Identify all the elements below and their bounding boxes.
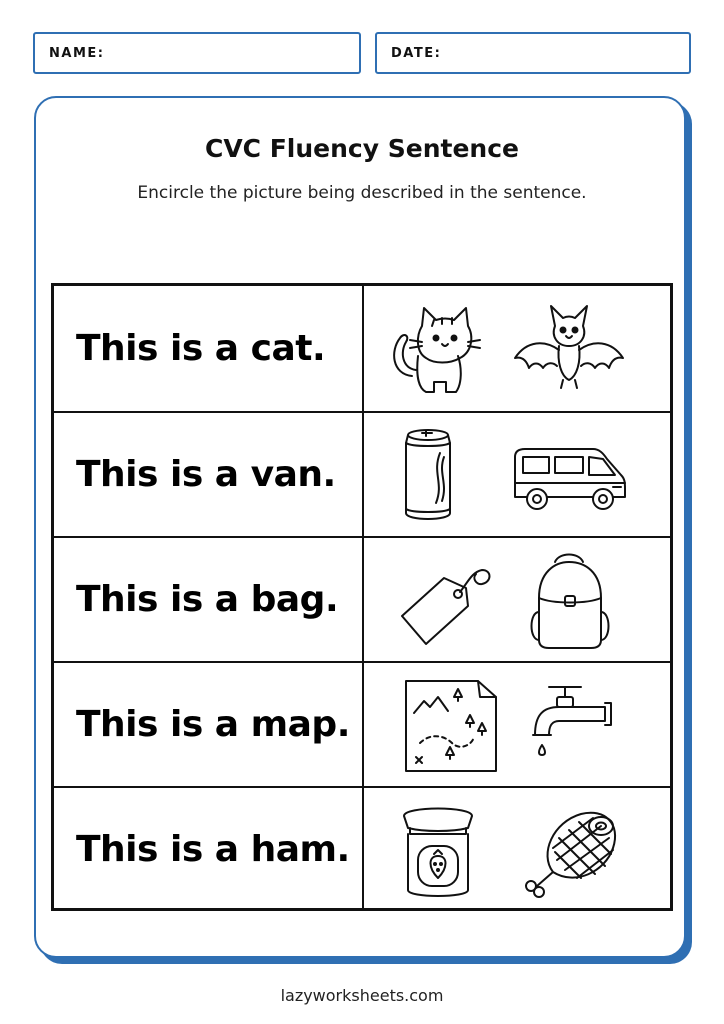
date-field[interactable] xyxy=(375,32,691,74)
sentence-text: This is a map. xyxy=(54,663,364,786)
jam-icon[interactable] xyxy=(382,798,502,902)
table-row xyxy=(54,536,670,661)
bat-icon[interactable] xyxy=(509,296,629,400)
sentence-text: This is a bag. xyxy=(54,538,364,661)
table-row xyxy=(54,286,670,411)
van-icon[interactable] xyxy=(509,423,629,527)
table-row xyxy=(54,661,670,786)
picture-cell xyxy=(364,413,670,536)
tag-icon[interactable] xyxy=(382,548,502,652)
picture-cell xyxy=(364,286,670,411)
sentence-text: This is a van. xyxy=(54,413,364,536)
tap-icon[interactable] xyxy=(509,673,629,777)
picture-cell xyxy=(364,538,670,661)
name-field[interactable] xyxy=(33,32,361,74)
table-row xyxy=(54,411,670,536)
cat-icon[interactable] xyxy=(382,296,502,400)
map-icon[interactable] xyxy=(382,673,502,777)
sentence-text: This is a ham. xyxy=(54,788,364,911)
worksheet-instruction: Encircle the picture being described in the sentence. xyxy=(137,183,587,203)
sentence-text: This is a cat. xyxy=(54,286,364,411)
table-row xyxy=(54,786,670,911)
can-icon[interactable] xyxy=(382,423,502,527)
picture-cell xyxy=(364,788,670,911)
sentence-table xyxy=(51,283,673,911)
backpack-icon[interactable] xyxy=(509,548,629,652)
footer-site: lazyworksheets.com xyxy=(280,986,444,1005)
date-label: DATE: xyxy=(391,45,442,61)
picture-cell xyxy=(364,663,670,786)
name-label: NAME: xyxy=(49,45,105,61)
worksheet-title: CVC Fluency Sentence xyxy=(204,134,519,163)
ham-icon[interactable] xyxy=(509,798,629,902)
